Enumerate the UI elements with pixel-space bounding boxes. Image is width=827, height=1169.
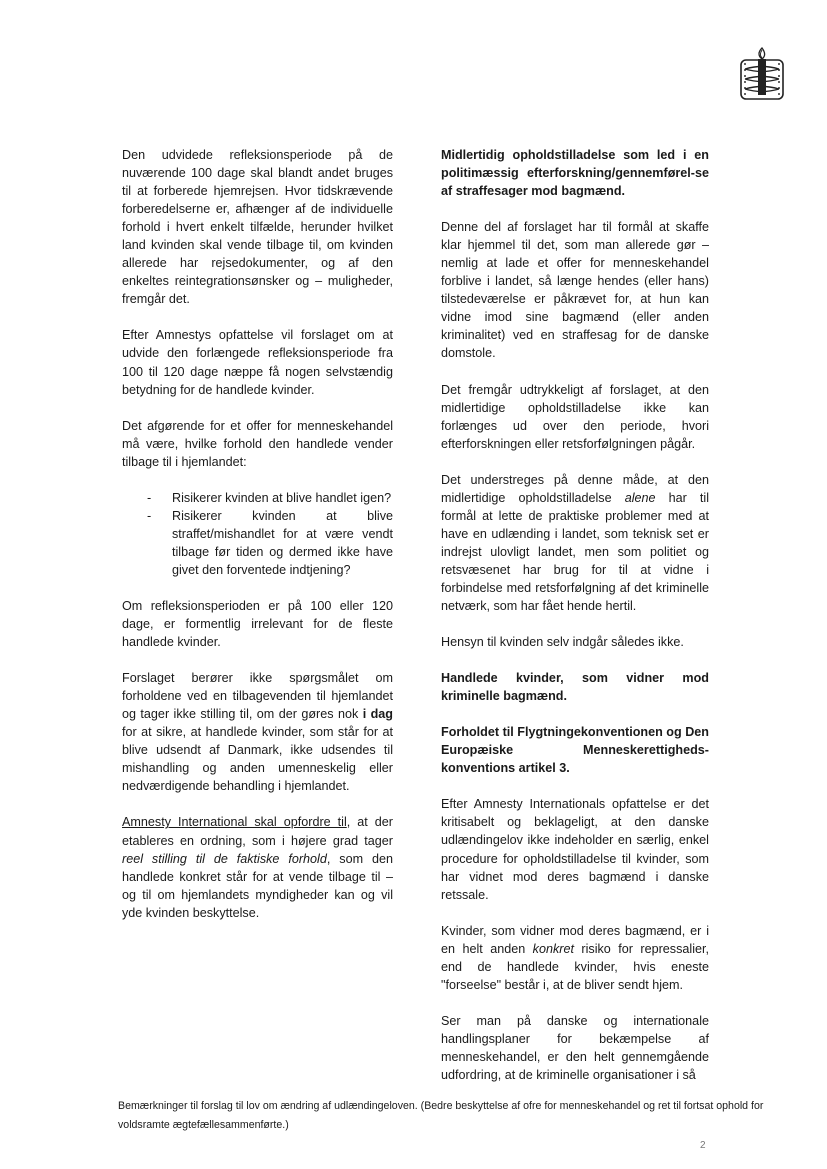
- page-footer: Bemærkninger til forslag til lov om ændring af udlændingeloven. (Bedre beskyttelse af ofre for menneskehandel og ret til fortsat ophold for voldsramte ægtefællesammenførte.): [118, 1100, 764, 1131]
- right-column: [441, 146, 709, 1102]
- paragraph: Denne del af forslaget har til formål at skaffe klar hjemmel til det, som man allerede gør – nemlig at lade et offer for menneskehandel forblive i landet, så længe hendes (eller hans) tilstedeværelse er påkrævet for, at hun kan vidne imod sine bagmænd (eller anden kriminalitet) ved en straffesag for de danske domstole.: [441, 220, 709, 361]
- underlined-text: Amnesty International skal opfordre til: [122, 815, 347, 830]
- italic-text: alene: [624, 490, 656, 505]
- section-heading: Midlertidig opholdstilladelse som led i en politimæssig efterforskning/gennemførel-se af straffesager mod bagmænd.: [441, 148, 709, 199]
- paragraph: Det understreges på denne måde, at den midlertidige opholdstilladelse alene har til formål at lette de praktiske problemer med at have en udlænding i landet, som teknisk set er indrejst ulovligt landet, men som politiet og retsvæsenet har brug for til at vidne i forbindelse med retsforfølgning af det kriminelle netværk, som har fået hende hertil.: [441, 472, 710, 614]
- paragraph: Om refleksionsperioden er på 100 eller 120 dage, er formentlig irrelevant for de fleste handlede kvinder.: [122, 598, 393, 650]
- paragraph: Efter Amnestys opfattelse vil forslaget om at udvide den forlængede refleksionsperiode fra 100 til 120 dage næppe få nogen selvstændig betydning for de handlede kvinder.: [122, 328, 393, 397]
- section-heading: Handlede kvinder, som vidner mod kriminelle bagmænd.: [441, 671, 709, 704]
- amnesty-candle-icon: [739, 47, 785, 101]
- left-column: [122, 146, 393, 940]
- emphasis-text: i dag: [362, 707, 393, 722]
- paragraph: Det fremgår udtrykkeligt af forslaget, at den midlertidige opholdstilladelse ikke kan forlænges ud over den periode, hvori efterforskningen eller retsforfølgningen pågår.: [441, 382, 709, 451]
- page-number: 2: [700, 1140, 706, 1151]
- paragraph: Det afgørende for et offer for menneskehandel må være, hvilke forhold den handlede vender tilbage til i hjemlandet:: [122, 418, 393, 469]
- paragraph: Forslaget berører ikke spørgsmålet om forholdene ved en tilbagevenden til hjemlandet og tager ikke stilling til, om der gøres nok i dag for at sikre, at handlede kvinder, som står for at blive udsendt af Danmark, ikke udsendes til mishandling og anden umenneskelig eller nedværdigende behandling i hjemlandet.: [122, 671, 393, 794]
- paragraph: Kvinder, som vidner mod deres bagmænd, er i en helt anden konkret risiko for repressalier, end de handlede kvinder, hvis eneste "forseelse" består i, at de bliver sendt hjem.: [441, 923, 709, 992]
- paragraph: Ser man på danske og internationale handlingsplaner for bekæmpelse af menneskehandel, er den helt gennemgående udfordring, at de kriminelle organisationer i så: [441, 1013, 709, 1082]
- list-item: - Risikerer kvinden at blive straffet/mishandlet for at være vendt tilbage før tiden og dermed ikke have givet den forventede indtjening?: [172, 507, 393, 579]
- list-item: - Risikerer kvinden at blive handlet igen?: [172, 489, 393, 507]
- paragraph: Hensyn til kvinden selv indgår således ikke.: [441, 635, 684, 650]
- italic-text: reel stilling til de faktiske forhold: [122, 851, 327, 866]
- section-heading: Forholdet til Flygtningekonventionen og Den Europæiske Menneskerettigheds-konventions artikel 3.: [441, 725, 709, 776]
- paragraph: Den udvidede refleksionsperiode på de nuværende 100 dage skal blandt andet bruges til at forberede hjemrejsen. Hvor tidskrævende forberedelserne er, afhænger af de individuelle forhold i hvert enkelt tilfælde, herunder hvilket land kvinden skal vende tilbage til, om kvinden allerede har rejsedokumenter, og af den enkeltes reintegrationsønsker og – muligheder, fremgår det.: [122, 148, 393, 307]
- paragraph: Amnesty International skal opfordre til, at der etableres en ordning, som i højere grad tager reel stilling til de faktiske forhold, som den handlede konkret står for at vende tilbage til – og til om hjemlandets myndigheder kan og vil yde kvinden beskyttelse.: [122, 815, 393, 920]
- paragraph: Efter Amnesty Internationals opfattelse er det kritisabelt og beklageligt, at den danske udlændingelov ikke indeholder en særlig, enkel procedure for opholdstilladelse til kvinder, som har vidnet mod deres bagmænd i danske retssale.: [441, 797, 709, 902]
- bullet-list: [122, 489, 393, 579]
- italic-text: konkret: [532, 941, 574, 956]
